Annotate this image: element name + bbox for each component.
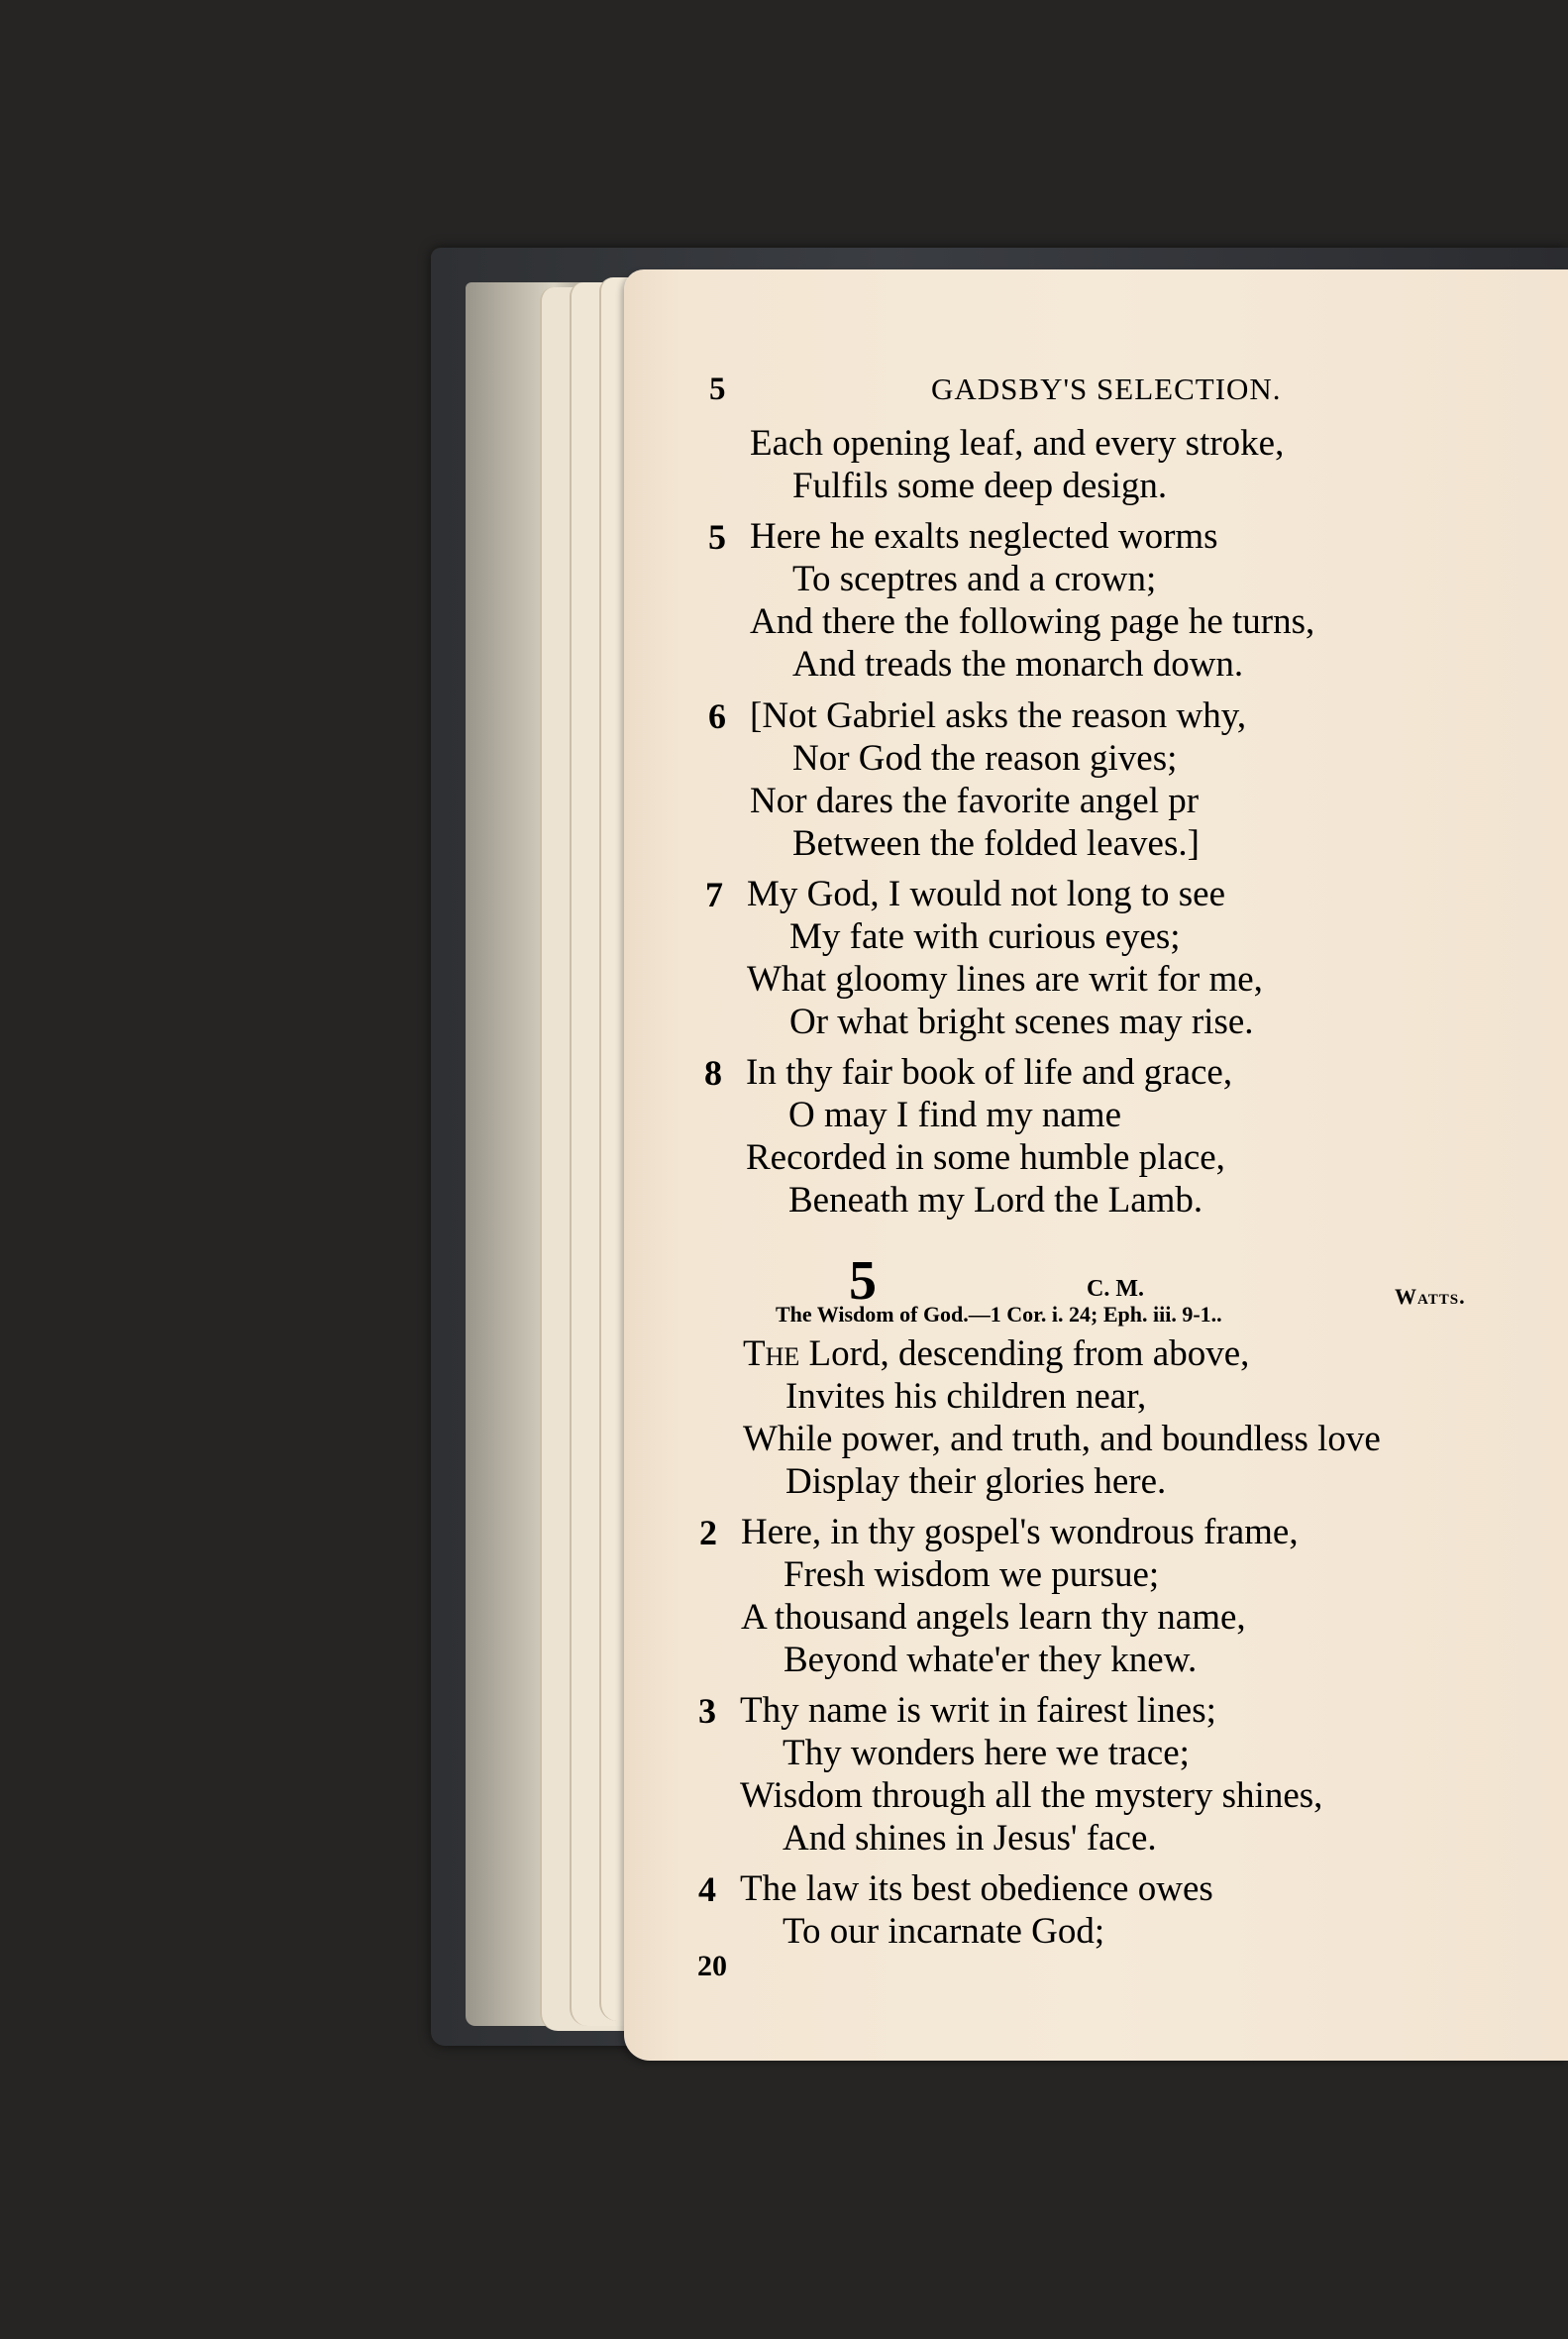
verse-line: Display their glories here.: [785, 1461, 1167, 1502]
first-word: The: [743, 1333, 800, 1374]
verse-number: 4: [698, 1869, 716, 1909]
running-title: GADSBY'S SELECTION.: [931, 372, 1282, 406]
verse-line: Or what bright scenes may rise.: [789, 1002, 1254, 1042]
verse-line: Beneath my Lord the Lamb.: [788, 1180, 1203, 1221]
verse-line: What gloomy lines are writ for me,: [747, 959, 1263, 1000]
verse-number: 5: [708, 517, 726, 557]
verse-line: Here he exalts neglected worms: [750, 516, 1218, 557]
hymn-meter: C. M.: [1087, 1276, 1144, 1302]
verse-line: Thy wonders here we trace;: [783, 1733, 1190, 1773]
verse-line: Wisdom through all the mystery shines,: [740, 1775, 1323, 1816]
verse-line: O may I find my name: [788, 1095, 1121, 1135]
verse-line-rest: Lord, descending from above,: [799, 1333, 1250, 1374]
verse-line: Here, in thy gospel's wondrous frame,: [741, 1512, 1299, 1552]
verse-line: And there the following page he turns,: [750, 601, 1315, 642]
verse-number: 8: [704, 1053, 722, 1093]
verse-number: 2: [699, 1513, 717, 1552]
verse-line: And treads the monarch down.: [792, 644, 1244, 685]
verse-line: [Not Gabriel asks the reason why,: [750, 695, 1247, 736]
verse-line: A thousand angels learn thy name,: [741, 1597, 1246, 1638]
verse-line: Beyond whate'er they knew.: [784, 1640, 1198, 1680]
hymn-subject: The Wisdom of God.—1 Cor. i. 24; Eph. iii. 9-1..: [776, 1302, 1222, 1327]
verse-number: 3: [698, 1691, 716, 1731]
verse-line: Each opening leaf, and every stroke,: [750, 423, 1285, 464]
verse-line: Nor dares the favorite angel pr: [750, 781, 1200, 821]
verse-line: Fulfils some deep design.: [792, 466, 1168, 506]
verse-line: To our incarnate God;: [783, 1911, 1105, 1952]
verse-line: Nor God the reason gives;: [792, 738, 1178, 779]
hymn-author: Watts.: [1395, 1284, 1466, 1309]
signature-mark: 20: [697, 1950, 727, 1982]
verse-line: Thy name is writ in fairest lines;: [740, 1690, 1216, 1731]
verse-line: Between the folded leaves.]: [792, 823, 1200, 864]
verse-line: [743, 1334, 1249, 1374]
verse-line: In thy fair book of life and grace,: [746, 1052, 1233, 1093]
verse-line: And shines in Jesus' face.: [783, 1818, 1157, 1859]
verse-line: My fate with curious eyes;: [789, 916, 1181, 957]
verse-line: The law its best obedience owes: [740, 1868, 1213, 1909]
verse-line: Fresh wisdom we pursue;: [784, 1554, 1160, 1595]
verse-number: 7: [705, 875, 723, 914]
page-number: 5: [709, 372, 726, 407]
verse-number: 6: [708, 696, 726, 736]
verse-line: My God, I would not long to see: [747, 874, 1226, 914]
verse-line: Recorded in some humble place,: [746, 1137, 1225, 1178]
hymn-number: 5: [849, 1250, 877, 1312]
verse-line: Invites his children near,: [785, 1376, 1147, 1417]
verse-line: To sceptres and a crown;: [792, 559, 1157, 599]
verse-line: While power, and truth, and boundless love: [743, 1419, 1381, 1459]
